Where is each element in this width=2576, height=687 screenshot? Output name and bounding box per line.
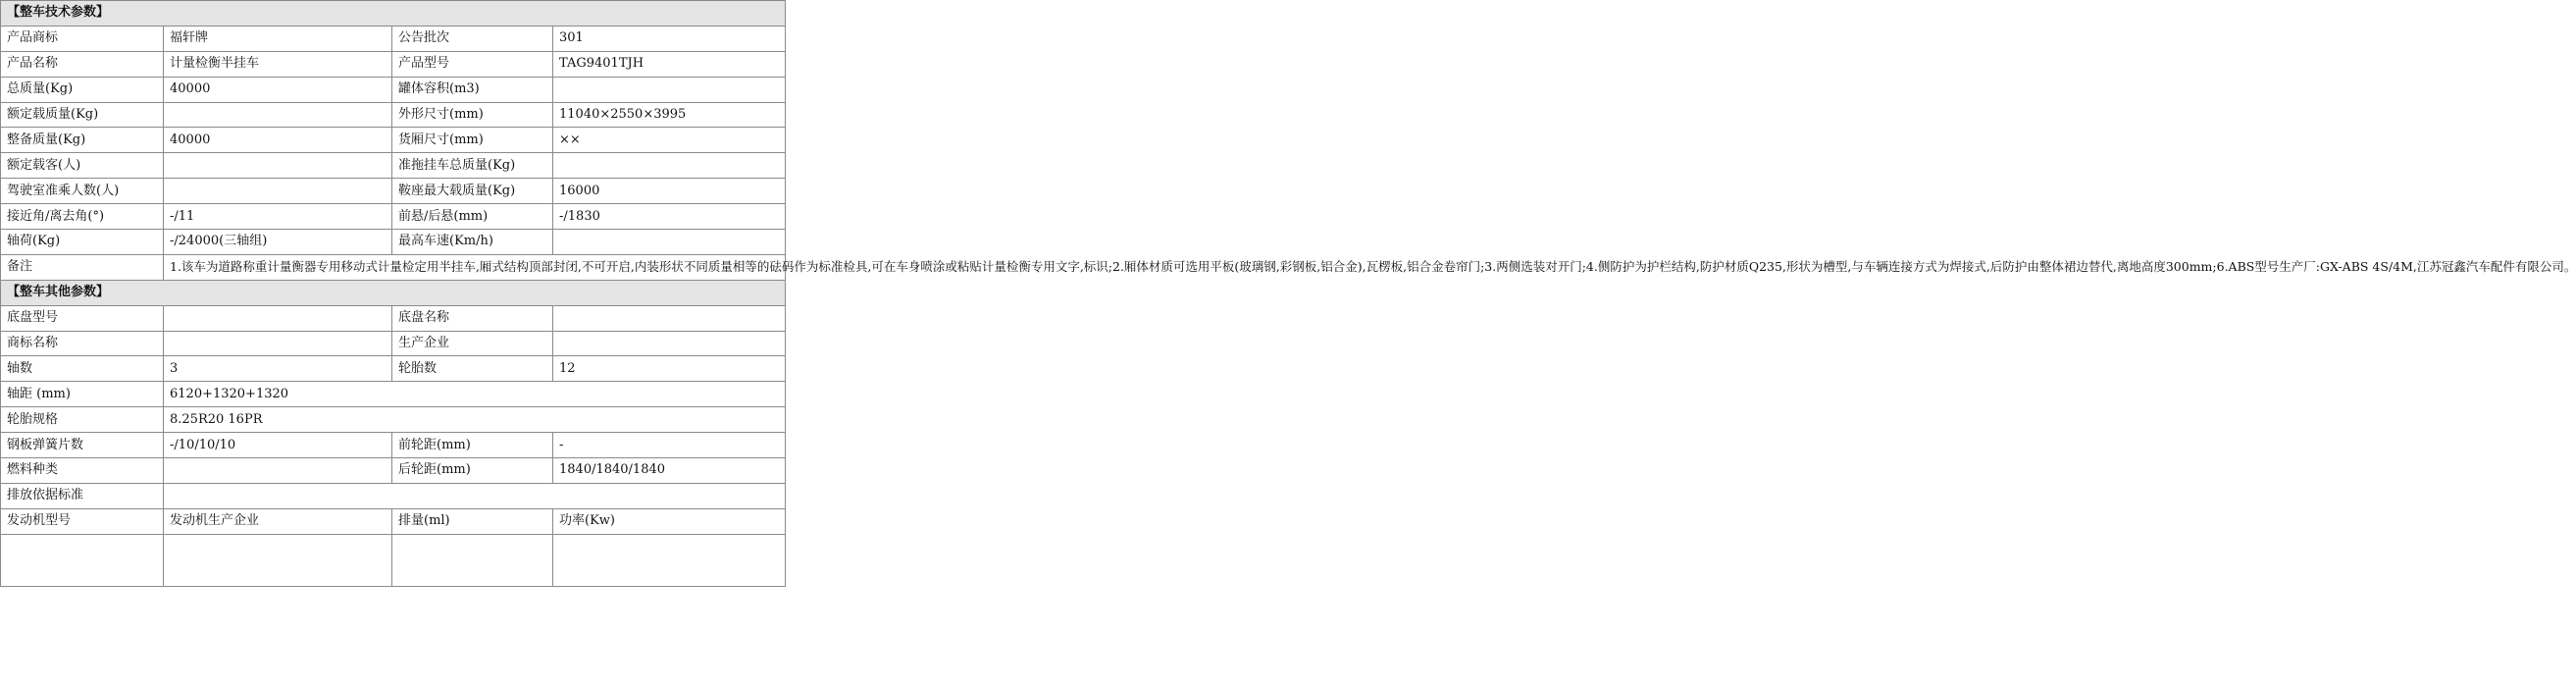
label-overall-dimensions: 外形尺寸(mm) — [392, 102, 553, 128]
value-max-speed — [553, 230, 786, 255]
value-tire-spec: 8.25R20 16PR — [164, 407, 786, 433]
value-engine-model — [1, 534, 164, 586]
value-gross-mass: 40000 — [164, 77, 392, 102]
label-axle-count: 轴数 — [1, 356, 164, 382]
label-product-name: 产品名称 — [1, 51, 164, 77]
table-row — [1, 433, 786, 458]
value-curb-mass: 40000 — [164, 128, 392, 153]
value-chassis-model — [164, 305, 392, 331]
section-title-technical: 【整车技术参数】 — [1, 1, 786, 26]
value-rated-load — [164, 102, 392, 128]
remarks-row — [1, 254, 786, 280]
value-rear-track: 1840/1840/1840 — [553, 458, 786, 484]
value-axle-count: 3 — [164, 356, 392, 382]
table-row — [1, 204, 786, 230]
section-title-other: 【整车其他参数】 — [1, 280, 786, 305]
value-rated-passengers — [164, 153, 392, 179]
label-axle-load: 轴荷(Kg) — [1, 230, 164, 255]
table-row — [1, 77, 786, 102]
label-towable-trailer-mass: 准拖挂车总质量(Kg) — [392, 153, 553, 179]
table-row — [1, 305, 786, 331]
label-chassis-model: 底盘型号 — [1, 305, 164, 331]
label-tank-volume: 罐体容积(m3) — [392, 77, 553, 102]
table-row — [1, 331, 786, 356]
label-approach-departure-angle: 接近角/离去角(°) — [1, 204, 164, 230]
section-header-row — [1, 280, 786, 305]
value-power — [553, 534, 786, 586]
label-brand: 产品商标 — [1, 26, 164, 51]
label-manufacturer: 生产企业 — [392, 331, 553, 356]
value-fuel-type — [164, 458, 392, 484]
table-row — [1, 26, 786, 51]
value-front-rear-overhang: -/1830 — [553, 204, 786, 230]
label-rated-load: 额定载质量(Kg) — [1, 102, 164, 128]
table-row — [1, 51, 786, 77]
engine-header-row — [1, 508, 786, 534]
label-fuel-type: 燃料种类 — [1, 458, 164, 484]
label-rear-track: 后轮距(mm) — [392, 458, 553, 484]
table-row — [1, 230, 786, 255]
value-emission-standard — [164, 483, 786, 508]
label-curb-mass: 整备质量(Kg) — [1, 128, 164, 153]
value-cab-occupants — [164, 179, 392, 204]
value-overall-dimensions: 11040×2550×3995 — [553, 102, 786, 128]
value-approach-departure-angle: -/11 — [164, 204, 392, 230]
value-batch: 301 — [553, 26, 786, 51]
header-displacement: 排量(ml) — [392, 508, 553, 534]
table-row — [1, 153, 786, 179]
value-trademark-name — [164, 331, 392, 356]
value-remarks: 1.该车为道路称重计量衡器专用移动式计量检定用半挂车,厢式结构顶部封闭,不可开启,内装形状不同质量相等的砝码作为标准检具,可在车身喷涂或粘贴计量检衡专用文字,标识;2.厢体材质可选用平板(玻璃钢,彩钢板,铝合金),瓦楞板,铝合金卷帘门;3.两侧选装对开门;4.侧防护为护栏结构,防护材质Q235,形状为槽型,与车辆连接方式为焊接式,后防护由整体裙边替代,离地高度300mm;6.ABS型号生产厂:GX-ABS 4S/4M,江苏冠鑫汽车配件有限公司。 — [164, 254, 786, 280]
table-row — [1, 179, 786, 204]
value-chassis-name — [553, 305, 786, 331]
value-engine-maker — [164, 534, 392, 586]
value-product-name: 计量检衡半挂车 — [164, 51, 392, 77]
engine-data-row — [1, 534, 786, 586]
label-tire-count: 轮胎数 — [392, 356, 553, 382]
value-tire-count: 12 — [553, 356, 786, 382]
table-row — [1, 382, 786, 407]
value-manufacturer — [553, 331, 786, 356]
label-cargo-dimensions: 货厢尺寸(mm) — [392, 128, 553, 153]
header-engine-model: 发动机型号 — [1, 508, 164, 534]
table-row — [1, 458, 786, 484]
label-saddle-max-load: 鞍座最大载质量(Kg) — [392, 179, 553, 204]
value-brand: 福轩牌 — [164, 26, 392, 51]
header-engine-maker: 发动机生产企业 — [164, 508, 392, 534]
table-row — [1, 407, 786, 433]
label-batch: 公告批次 — [392, 26, 553, 51]
value-tank-volume — [553, 77, 786, 102]
label-gross-mass: 总质量(Kg) — [1, 77, 164, 102]
value-product-model: TAG9401TJH — [553, 51, 786, 77]
value-cargo-dimensions: ×× — [553, 128, 786, 153]
table-row — [1, 483, 786, 508]
label-chassis-name: 底盘名称 — [392, 305, 553, 331]
table-row — [1, 356, 786, 382]
value-axle-load: -/24000(三轴组) — [164, 230, 392, 255]
header-power: 功率(Kw) — [553, 508, 786, 534]
label-cab-occupants: 驾驶室准乘人数(人) — [1, 179, 164, 204]
table-row — [1, 102, 786, 128]
label-wheelbase: 轴距 (mm) — [1, 382, 164, 407]
value-leaf-springs: -/10/10/10 — [164, 433, 392, 458]
label-emission-standard: 排放依据标准 — [1, 483, 164, 508]
value-front-track: - — [553, 433, 786, 458]
label-front-rear-overhang: 前悬/后悬(mm) — [392, 204, 553, 230]
label-front-track: 前轮距(mm) — [392, 433, 553, 458]
value-displacement — [392, 534, 553, 586]
table-row — [1, 128, 786, 153]
label-rated-passengers: 额定载客(人) — [1, 153, 164, 179]
value-towable-trailer-mass — [553, 153, 786, 179]
label-trademark-name: 商标名称 — [1, 331, 164, 356]
label-tire-spec: 轮胎规格 — [1, 407, 164, 433]
label-max-speed: 最高车速(Km/h) — [392, 230, 553, 255]
section-header-row — [1, 1, 786, 26]
label-remarks: 备注 — [1, 254, 164, 280]
value-wheelbase: 6120+1320+1320 — [164, 382, 786, 407]
label-leaf-springs: 钢板弹簧片数 — [1, 433, 164, 458]
label-product-model: 产品型号 — [392, 51, 553, 77]
value-saddle-max-load: 16000 — [553, 179, 786, 204]
